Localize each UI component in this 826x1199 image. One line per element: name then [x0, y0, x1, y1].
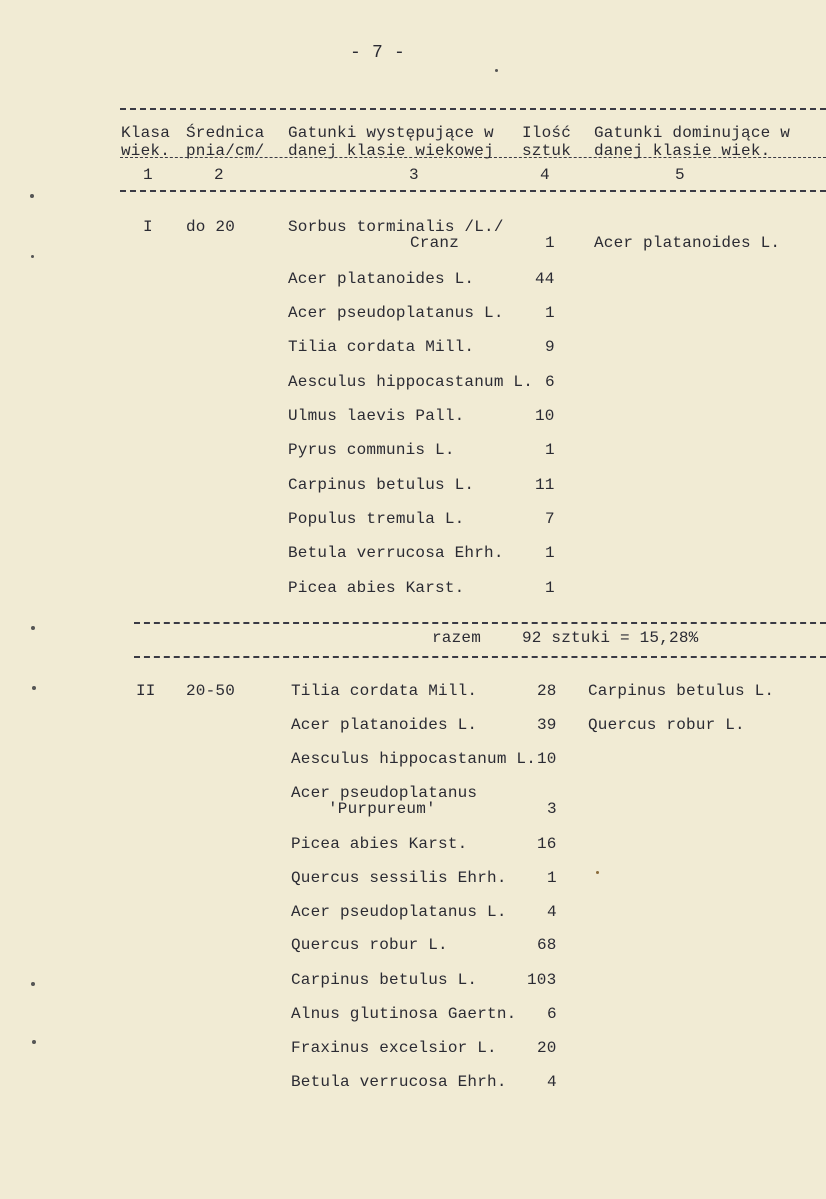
species-name: Aesculus hippocastanum L. — [288, 373, 534, 391]
group2-dominant-1: Carpinus betulus L. — [588, 682, 775, 700]
species-count: 39 — [537, 716, 557, 734]
species-name: Acer platanoides L. — [288, 270, 475, 288]
header-col3-line2: danej klasie wiekowej — [288, 142, 494, 160]
species-name: Acer pseudoplatanus — [291, 784, 478, 802]
header-num-1: 1 — [143, 166, 153, 184]
species-name: Quercus robur L. — [291, 936, 448, 954]
margin-mark — [31, 626, 35, 630]
ink-dot — [596, 871, 599, 874]
header-col2-line2: pnia/cm/ — [186, 142, 265, 160]
species-name: Sorbus torminalis /L./ — [288, 218, 504, 236]
species-name: Picea abies Karst. — [291, 835, 468, 853]
species-name: Tilia cordata Mill. — [291, 682, 478, 700]
species-name: Fraxinus excelsior L. — [291, 1039, 497, 1057]
header-col1-line1: Klasa — [121, 124, 171, 142]
species-name: Acer platanoides L. — [291, 716, 478, 734]
group1-srednica: do 20 — [186, 218, 236, 236]
header-col4-line1: Ilość — [522, 124, 572, 142]
group2-dominant-2: Quercus robur L. — [588, 716, 745, 734]
species-count: 28 — [537, 682, 557, 700]
species-name: Populus tremula L. — [288, 510, 465, 528]
species-name: Acer pseudoplatanus L. — [288, 304, 504, 322]
species-count: 10 — [537, 750, 557, 768]
page-number: - 7 - — [350, 43, 406, 63]
header-col1-line2: wiek. — [121, 142, 171, 160]
header-top-rule — [120, 108, 826, 110]
species-count: 1 — [545, 441, 555, 459]
header-col5-line2: danej klasie wiek. — [594, 142, 771, 160]
razem-top-rule — [134, 622, 826, 624]
species-name: Betula verrucosa Ehrh. — [291, 1073, 507, 1091]
species-count: 6 — [547, 1005, 557, 1023]
group2-klasa: II — [136, 682, 156, 700]
margin-mark — [32, 1040, 36, 1044]
header-num-3: 3 — [409, 166, 419, 184]
ink-dot — [495, 69, 498, 72]
species-name: Tilia cordata Mill. — [288, 338, 475, 356]
species-count: 44 — [535, 270, 555, 288]
species-name: Alnus glutinosa Gaertn. — [291, 1005, 517, 1023]
species-name: Quercus sessilis Ehrh. — [291, 869, 507, 887]
species-name: Ulmus laevis Pall. — [288, 407, 465, 425]
margin-mark — [31, 982, 35, 986]
species-count: 1 — [545, 579, 555, 597]
species-name: Aesculus hippocastanum L. — [291, 750, 537, 768]
species-count: 16 — [537, 835, 557, 853]
header-num-4: 4 — [540, 166, 550, 184]
header-num-2: 2 — [214, 166, 224, 184]
species-count: 11 — [535, 476, 555, 494]
header-col2-line1: Średnica — [186, 124, 265, 142]
razem-label: razem — [432, 629, 482, 647]
species-name-continued: Cranz — [410, 234, 460, 252]
group2-srednica: 20-50 — [186, 682, 236, 700]
species-count: 6 — [545, 373, 555, 391]
species-name: Acer pseudoplatanus L. — [291, 903, 507, 921]
group1-klasa: I — [143, 218, 153, 236]
species-count: 3 — [547, 800, 557, 818]
razem-value: 92 sztuki = 15,28% — [522, 629, 699, 647]
species-count: 1 — [545, 544, 555, 562]
species-count: 1 — [545, 234, 555, 252]
header-col3-line1: Gatunki występujące w — [288, 124, 494, 142]
species-count: 10 — [535, 407, 555, 425]
header-underline — [120, 157, 826, 158]
species-name: Betula verrucosa Ehrh. — [288, 544, 504, 562]
species-count: 9 — [545, 338, 555, 356]
species-name: Carpinus betulus L. — [291, 971, 478, 989]
header-num-5: 5 — [675, 166, 685, 184]
margin-mark — [32, 686, 36, 690]
species-count: 103 — [527, 971, 557, 989]
species-count: 68 — [537, 936, 557, 954]
margin-mark — [30, 194, 34, 198]
species-count: 20 — [537, 1039, 557, 1057]
species-name-continued: 'Purpureum' — [328, 800, 436, 818]
header-bottom-rule — [120, 190, 826, 192]
group1-dominant: Acer platanoides L. — [594, 234, 781, 252]
header-col4-line2: sztuk — [522, 142, 572, 160]
species-count: 1 — [545, 304, 555, 322]
header-col5-line1: Gatunki dominujące w — [594, 124, 791, 142]
species-count: 1 — [547, 869, 557, 887]
species-count: 7 — [545, 510, 555, 528]
species-count: 4 — [547, 1073, 557, 1091]
species-name: Picea abies Karst. — [288, 579, 465, 597]
razem-bottom-rule — [134, 656, 826, 658]
margin-mark — [31, 255, 34, 258]
species-name: Pyrus communis L. — [288, 441, 455, 459]
species-count: 4 — [547, 903, 557, 921]
species-name: Carpinus betulus L. — [288, 476, 475, 494]
